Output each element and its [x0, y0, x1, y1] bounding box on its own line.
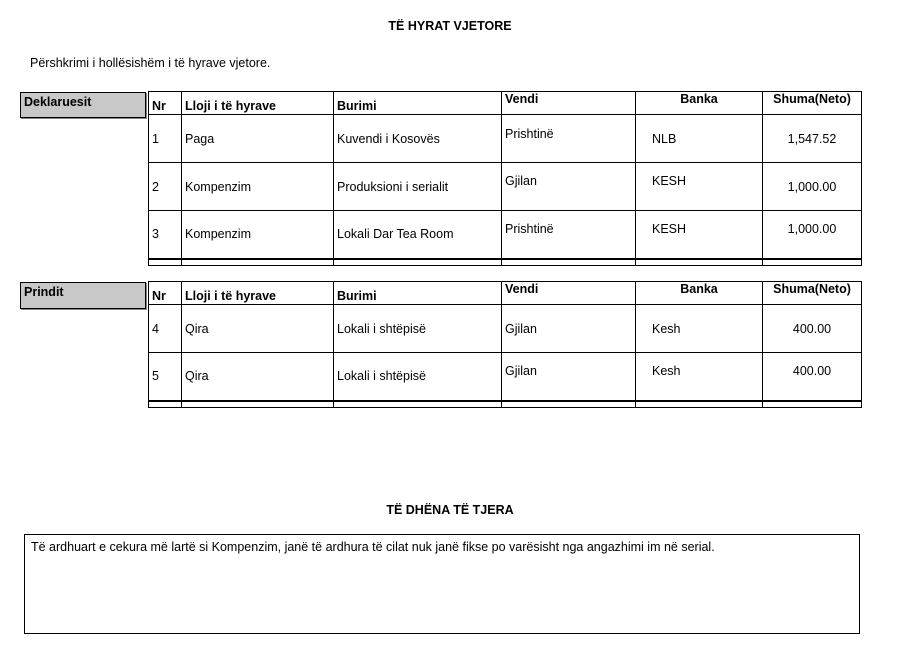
cell-amount: 400.00 — [763, 305, 862, 353]
table-row — [149, 115, 862, 163]
cell-amount: 1,000.00 — [763, 163, 862, 211]
table-header-row — [149, 92, 862, 115]
cell-bank: KESH — [636, 211, 763, 259]
col-header-amount: Shuma(Neto) — [763, 92, 862, 115]
cell-source: Lokali i shtëpisë — [334, 353, 502, 401]
col-header-bank: Banka — [636, 282, 763, 305]
cell-place: Gjilan — [502, 305, 636, 353]
col-header-bank: Banka — [636, 92, 763, 115]
table-spacer-row — [149, 259, 862, 266]
table-row — [149, 163, 862, 211]
declarant-label: Deklaruesit — [20, 92, 146, 118]
cell-nr: 2 — [149, 163, 182, 211]
cell-type: Kompenzim — [182, 163, 334, 211]
table-header-row — [149, 282, 862, 305]
col-header-type: Lloji i të hyrave — [182, 92, 334, 115]
col-header-source: Burimi — [334, 92, 502, 115]
declarant-income-table — [148, 91, 862, 266]
cell-source: Produksioni i serialit — [334, 163, 502, 211]
cell-amount: 1,000.00 — [763, 211, 862, 259]
cell-bank: KESH — [636, 163, 763, 211]
cell-type: Qira — [182, 353, 334, 401]
parent-label: Prindit — [20, 282, 146, 309]
cell-source: Kuvendi i Kosovës — [334, 115, 502, 163]
col-header-place: Vendi — [502, 282, 636, 305]
other-info-text: Të ardhuart e cekura më lartë si Kompenzim, janë të ardhura të cilat nuk janë fikse po varësisht nga angazhimi im në serial. — [31, 540, 715, 554]
cell-bank: NLB — [636, 115, 763, 163]
table-row — [149, 305, 862, 353]
cell-type: Kompenzim — [182, 211, 334, 259]
cell-nr: 1 — [149, 115, 182, 163]
table-spacer-row — [149, 401, 862, 408]
other-info-title: TË DHËNA TË TJERA — [386, 503, 514, 517]
cell-source: Lokali Dar Tea Room — [334, 211, 502, 259]
cell-bank: Kesh — [636, 353, 763, 401]
cell-nr: 3 — [149, 211, 182, 259]
col-header-nr: Nr — [149, 282, 182, 305]
table-row — [149, 353, 862, 401]
col-header-amount: Shuma(Neto) — [763, 282, 862, 305]
intro-text: Përshkrimi i hollësishëm i të hyrave vjetore. — [30, 56, 271, 70]
table-row — [149, 211, 862, 259]
cell-amount: 400.00 — [763, 353, 862, 401]
cell-amount: 1,547.52 — [763, 115, 862, 163]
cell-place: Gjilan — [502, 163, 636, 211]
cell-bank: Kesh — [636, 305, 763, 353]
other-info-box — [24, 534, 860, 634]
cell-place: Prishtinë — [502, 115, 636, 163]
col-header-type: Lloji i të hyrave — [182, 282, 334, 305]
cell-type: Paga — [182, 115, 334, 163]
col-header-place: Vendi — [502, 92, 636, 115]
col-header-nr: Nr — [149, 92, 182, 115]
page-title: TË HYRAT VJETORE — [388, 19, 512, 33]
cell-place: Gjilan — [502, 353, 636, 401]
cell-place: Prishtinë — [502, 211, 636, 259]
col-header-source: Burimi — [334, 282, 502, 305]
cell-nr: 4 — [149, 305, 182, 353]
cell-source: Lokali i shtëpisë — [334, 305, 502, 353]
cell-type: Qira — [182, 305, 334, 353]
cell-nr: 5 — [149, 353, 182, 401]
parent-income-table — [148, 281, 862, 408]
